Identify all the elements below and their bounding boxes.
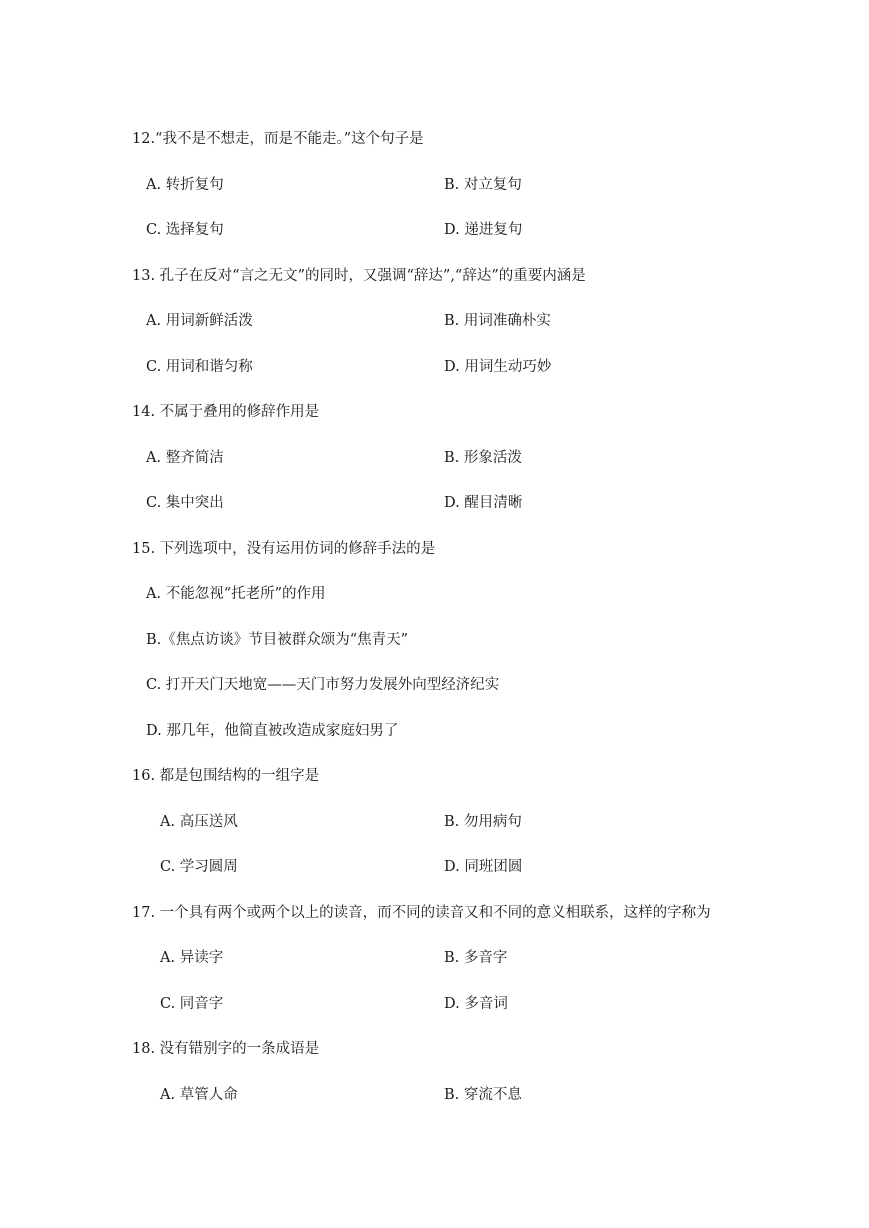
question-13-stem: 13. 孔子在反对“言之无文”的同时，又强调“辞达”,“辞达”的重要内涵是	[132, 268, 586, 284]
question-15-option-c: C. 打开天门天地宽——天门市努力发展外向型经济纪实	[146, 677, 500, 693]
question-13-option-a: A. 用词新鲜活泼	[146, 313, 253, 329]
question-13-option-d: D. 用词生动巧妙	[444, 359, 552, 375]
question-15-option-b: B.《焦点访谈》节目被群众颂为“焦青天”	[146, 632, 409, 648]
question-15-option-d: D. 那几年，他简直被改造成家庭妇男了	[146, 723, 399, 739]
question-16-stem: 16. 都是包围结构的一组字是	[132, 768, 320, 784]
question-16-option-b: B. 勿用病句	[444, 814, 522, 830]
question-17-option-a: A. 异读字	[160, 950, 224, 966]
question-12-option-d: D. 递进复句	[444, 222, 523, 238]
question-14-option-b: B. 形象活泼	[444, 450, 522, 466]
question-14-stem: 14. 不属于叠用的修辞作用是	[132, 404, 320, 420]
question-18-option-b: B. 穿流不息	[444, 1087, 522, 1103]
question-16-option-c: C. 学习圆周	[160, 859, 238, 875]
question-12-option-b: B. 对立复句	[444, 177, 522, 193]
question-17-stem: 17. 一个具有两个或两个以上的读音，而不同的读音又和不同的意义相联系，这样的字称为	[132, 905, 711, 921]
question-16-option-d: D. 同班团圆	[444, 859, 523, 875]
question-13-option-b: B. 用词准确朴实	[444, 313, 551, 329]
question-17-option-d: D. 多音词	[444, 996, 508, 1012]
question-17-option-b: B. 多音字	[444, 950, 508, 966]
question-12-option-a: A. 转折复句	[146, 177, 224, 193]
question-14-option-c: C. 集中突出	[146, 495, 224, 511]
question-15-stem: 15. 下列选项中，没有运用仿词的修辞手法的是	[132, 541, 436, 557]
question-13-option-c: C. 用词和谐匀称	[146, 359, 253, 375]
question-18-stem: 18. 没有错别字的一条成语是	[132, 1041, 320, 1057]
question-17-option-c: C. 同音字	[160, 996, 224, 1012]
question-18-option-a: A. 草管人命	[160, 1087, 238, 1103]
question-16-option-a: A. 高压送风	[160, 814, 238, 830]
question-12-option-c: C. 选择复句	[146, 222, 224, 238]
question-14-option-a: A. 整齐简洁	[146, 450, 224, 466]
question-15-option-a: A. 不能忽视“托老所”的作用	[146, 586, 326, 602]
question-14-option-d: D. 醒目清晰	[444, 495, 523, 511]
question-12-stem: 12.“我不是不想走，而是不能走。”这个句子是	[132, 131, 424, 147]
